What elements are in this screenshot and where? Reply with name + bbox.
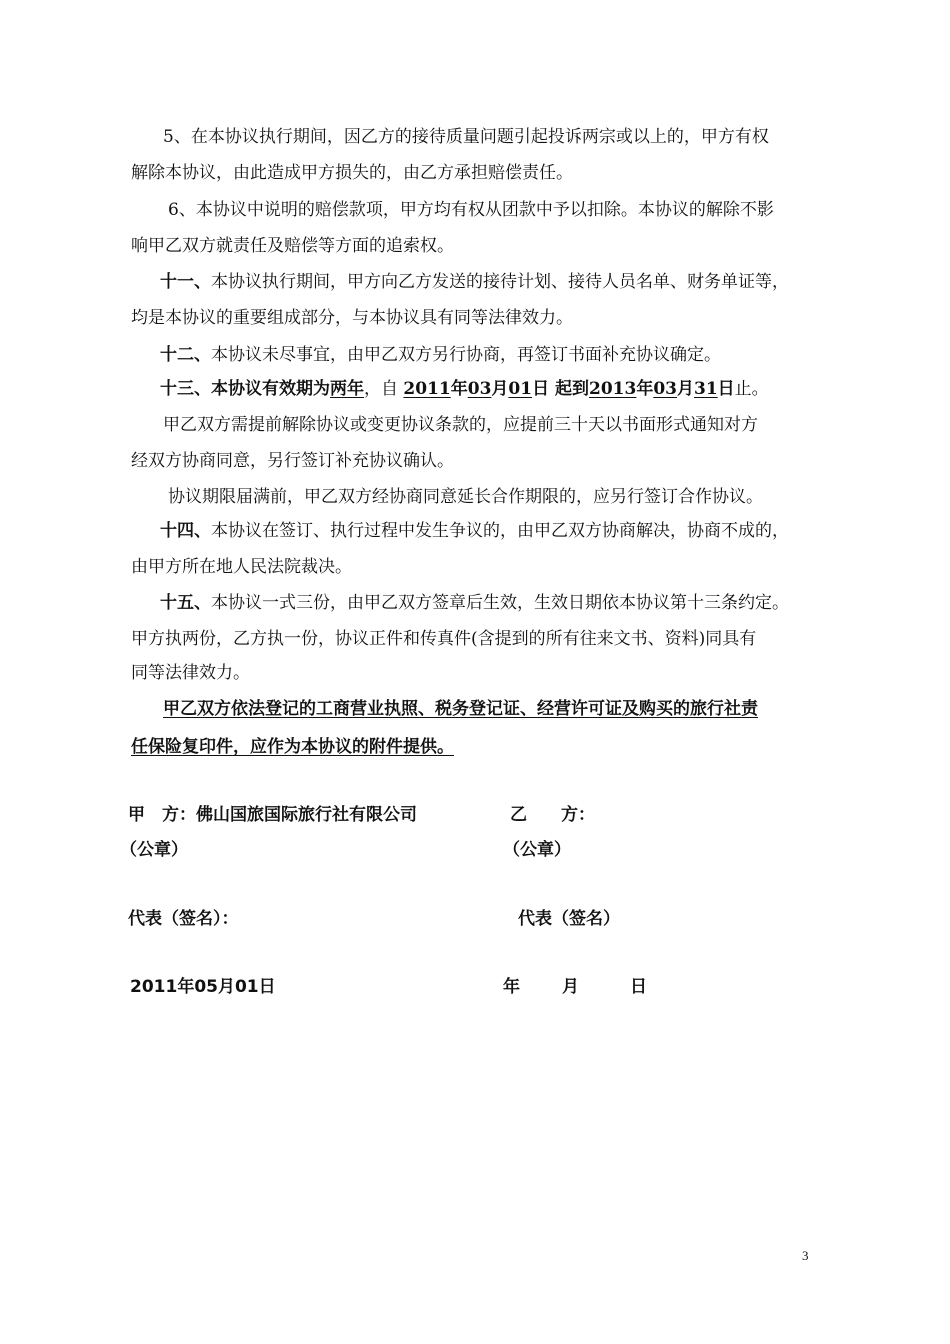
party-b-label: 乙 方： [510, 805, 595, 825]
clause-6-line-1: 6、本协议中说明的赔偿款项，甲方均有权从团款中予以扣除。本协议的解除不影 [168, 200, 774, 220]
clause-15-number: 十五、 [160, 593, 211, 613]
attachment-note-line-2: 任保险复印件，应作为本协议的附件提供。 [131, 737, 454, 757]
clause-12-number: 十二、 [160, 345, 211, 365]
party-a-seal: （公章） [120, 840, 188, 860]
party-a-date: 2011年05月01日 [130, 977, 276, 997]
page-number: 3 [802, 1248, 809, 1263]
termination-notice-line-1: 甲乙双方需提前解除协议或变更协议条款的，应提前三十天以书面形式通知对方 [163, 415, 758, 435]
end-day: 31 [694, 379, 718, 399]
clause-15-text: 本协议一式三份，由甲乙双方签章后生效，生效日期依本协议第十三条约定。 [211, 593, 789, 613]
clause-13-line: 十三、本协议有效期为两年，自 2011年03月01日 起到2013年03月31日止。 [160, 379, 769, 399]
party-b-seal: （公章） [503, 840, 571, 860]
clause-13-number: 十三、 [160, 379, 211, 399]
party-b-date-day: 日 [630, 977, 647, 997]
clause-5-line-1: 5、在本协议执行期间，因乙方的接待质量问题引起投诉两宗或以上的，甲方有权 [163, 127, 769, 147]
termination-notice-line-2: 经双方协商同意，另行签订补充协议确认。 [131, 451, 454, 471]
clause-14-line-2: 由甲方所在地人民法院裁决。 [131, 557, 352, 577]
party-b-date-month: 月 [562, 977, 579, 997]
party-b-representative: 代表（签名） [518, 909, 620, 929]
party-a-representative: 代表（签名）： [128, 909, 239, 929]
end-month: 03 [653, 379, 677, 399]
clause-11-number: 十一、 [160, 272, 211, 292]
party-a-label: 甲 方：佛山国旅国际旅行社有限公司 [128, 805, 417, 825]
clause-12-line [160, 343, 721, 367]
clause-14-line-1 [160, 519, 789, 543]
clause-11-text: 本协议执行期间，甲方向乙方发送的接待计划、接待人员名单、财务单证等， [211, 272, 789, 292]
clause-15-line-2: 甲方执两份，乙方执一份，协议正件和传真件(含提到的所有往来文书、资料)同具有 [131, 629, 757, 649]
end-year: 2013 [589, 379, 637, 399]
clause-11-line-2: 均是本协议的重要组成部分，与本协议具有同等法律效力。 [131, 308, 573, 328]
validity-period: 两年 [330, 379, 364, 399]
clause-11-line-1 [160, 270, 789, 294]
clause-5-line-2: 解除本协议，由此造成甲方损失的，由乙方承担赔偿责任。 [131, 163, 573, 183]
clause-14-text: 本协议在签订、执行过程中发生争议的，由甲乙双方协商解决，协商不成的， [211, 521, 789, 541]
clause-6-line-2: 响甲乙双方就责任及赔偿等方面的追索权。 [131, 236, 454, 256]
start-year: 2011 [403, 379, 451, 399]
clause-15-line-1 [160, 591, 789, 615]
party-b-date-year: 年 [503, 977, 520, 997]
clause-14-number: 十四、 [160, 521, 211, 541]
start-day: 01 [508, 379, 533, 399]
attachment-note-line-1: 甲乙双方依法登记的工商营业执照、税务登记证、经营许可证及购买的旅行社责 [163, 699, 758, 719]
clause-15-line-3: 同等法律效力。 [131, 663, 250, 683]
start-month: 03 [467, 379, 492, 399]
extension-paragraph: 协议期限届满前，甲乙双方经协商同意延长合作期限的，应另行签订合作协议。 [168, 487, 763, 507]
clause-12-text: 本协议未尽事宜，由甲乙双方另行协商，再签订书面补充协议确定。 [211, 345, 721, 365]
